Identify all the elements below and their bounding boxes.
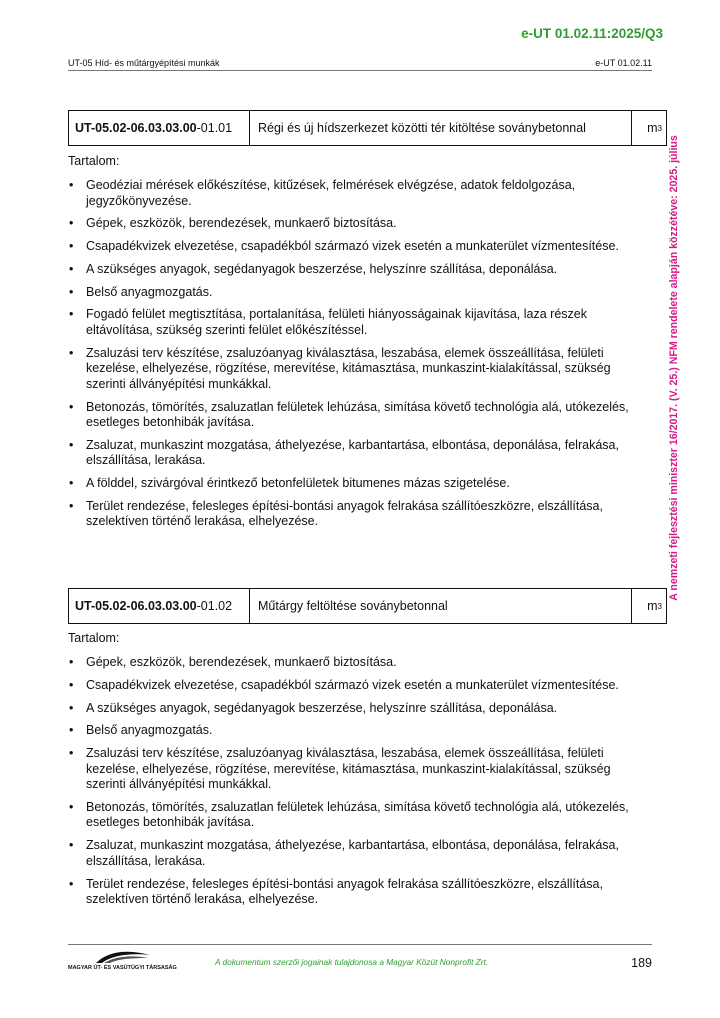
page-number: 189: [631, 956, 652, 970]
content-bullet-item: • Gépek, eszközök, berendezések, munkaerő biztosítása.: [68, 655, 648, 671]
item-unit: m: [647, 121, 658, 135]
content-bullet-item: • Belső anyagmozgatás.: [68, 723, 648, 739]
content-bullet-item: • Betonozás, tömörítés, zsaluzatlan felületek lehúzása, simítása követő technológia alá, utókezelés, esetleges betonhibák javítása.: [68, 800, 648, 831]
content-bullet-item: • Zsaluzat, munkaszint mozgatása, áthelyezése, karbantartása, elbontása, deponálása, felrakása, elszállítása, lerakása.: [68, 438, 648, 469]
header-document-code: e-UT 01.02.11: [595, 58, 652, 68]
content-bullet-item: • Zsaluzási terv készítése, zsaluzóanyag kiválasztása, leszabása, elemek összeállítása, felületi kezelése, elhelyezése, rögzítése, merevítése, kitámasztása, munkaszint-kialakítással, szükség szerinti állványépítési munkákkal.: [68, 746, 648, 793]
item-title: Régi és új hídszerkezet közötti tér kitöltése soványbetonnal: [250, 111, 632, 145]
content-bullet-item: • Terület rendezése, felesleges építési-bontási anyagok felrakása szállítóeszközre, elszállítása, szelektíven történő lerakása, elhelyezése.: [68, 877, 648, 908]
copyright-notice: A dokumentum szerzői jogainak tulajdonosa a Magyar Közút Nonprofit Zrt.: [215, 957, 489, 967]
logo-text: MAGYAR ÚT- ÉS VASÚTÜGYI TÁRSASÁG: [68, 965, 177, 971]
content-bullet-item: • Terület rendezése, felesleges építési-bontási anyagok felrakása szállítóeszközre, elszállítása, szelektíven történő lerakása, elhelyezése.: [68, 499, 648, 530]
item-header-box: [68, 110, 667, 146]
content-bullet-item: • Betonozás, tömörítés, zsaluzatlan felületek lehúzása, simítása követő technológia alá, utókezelés, esetleges betonhibák javítása.: [68, 400, 648, 431]
content-bullet-list: [68, 178, 648, 537]
content-bullet-item: • Csapadékvizek elvezetése, csapadékból származó vizek esetén a munkaterület vízmentesítése.: [68, 678, 648, 694]
content-bullet-item: • Geodéziai mérések előkészítése, kitűzések, felmérések elvégzése, adatok feldolgozása, jegyzőkönyvezése.: [68, 178, 648, 209]
side-note-text: A nemzeti fejlesztési miniszter 16/2017. (V. 25.) NFM rendelete alapján közzétéve: 2025. július: [668, 135, 680, 601]
content-bullet-item: • A szükséges anyagok, segédanyagok beszerzése, helyszínre szállítása, deponálása.: [68, 262, 648, 278]
item-unit-exponent: 3: [657, 601, 662, 611]
item-unit-exponent: 3: [657, 123, 662, 133]
item-code-cell: [69, 589, 250, 623]
footer-divider: [68, 944, 652, 945]
content-bullet-item: • Csapadékvizek elvezetése, csapadékból származó vizek esetén a munkaterület vízmentesítése.: [68, 239, 648, 255]
content-bullet-item: • Belső anyagmozgatás.: [68, 285, 648, 301]
item-code-main: UT-05.02-06.03.03.00: [75, 599, 197, 613]
content-bullet-item: • Zsaluzat, munkaszint mozgatása, áthelyezése, karbantartása, elbontása, deponálása, felrakása, elszállítása, lerakása.: [68, 838, 648, 869]
item-code-cell: [69, 111, 250, 145]
document-code: e-UT 01.02.11:2025/Q3: [521, 26, 663, 41]
item-unit-cell: [632, 111, 666, 145]
content-bullet-item: • A szükséges anyagok, segédanyagok beszerzése, helyszínre szállítása, deponálása.: [68, 701, 648, 717]
item-unit-cell: [632, 589, 666, 623]
content-label: Tartalom:: [68, 631, 120, 645]
item-code-main: UT-05.02-06.03.03.00: [75, 121, 197, 135]
item-unit: m: [647, 599, 658, 613]
item-header-box: [68, 588, 667, 624]
content-bullet-list: [68, 655, 648, 915]
content-bullet-item: • Zsaluzási terv készítése, zsaluzóanyag kiválasztása, leszabása, elemek összeállítása, felületi kezelése, elhelyezése, rögzítése, merevítése, kitámasztása, munkaszint-kialakítással, szükség szerinti állványépítési munkákkal.: [68, 346, 648, 393]
content-bullet-item: • Fogadó felület megtisztítása, portalanítása, felületi hiányosságainak kijavítása, laza részek eltávolítása, szükség szerinti felület előkészítéssel.: [68, 307, 648, 338]
content-bullet-item: • A földdel, szivárgóval érintkező betonfelületek bitumenes mázas szigetelése.: [68, 476, 648, 492]
item-code-suffix: -01.02: [196, 599, 233, 613]
content-label: Tartalom:: [68, 154, 120, 168]
content-bullet-item: • Gépek, eszközök, berendezések, munkaerő biztosítása.: [68, 216, 648, 232]
header-section-title: UT-05 Híd- és műtárgyépítési munkák: [68, 58, 220, 68]
item-code-suffix: -01.01: [196, 121, 233, 135]
header-divider: [68, 70, 652, 71]
company-logo: [68, 947, 177, 971]
item-title: Műtárgy feltöltése soványbetonnal: [250, 589, 632, 623]
logo-swoosh-icon: [68, 947, 168, 965]
